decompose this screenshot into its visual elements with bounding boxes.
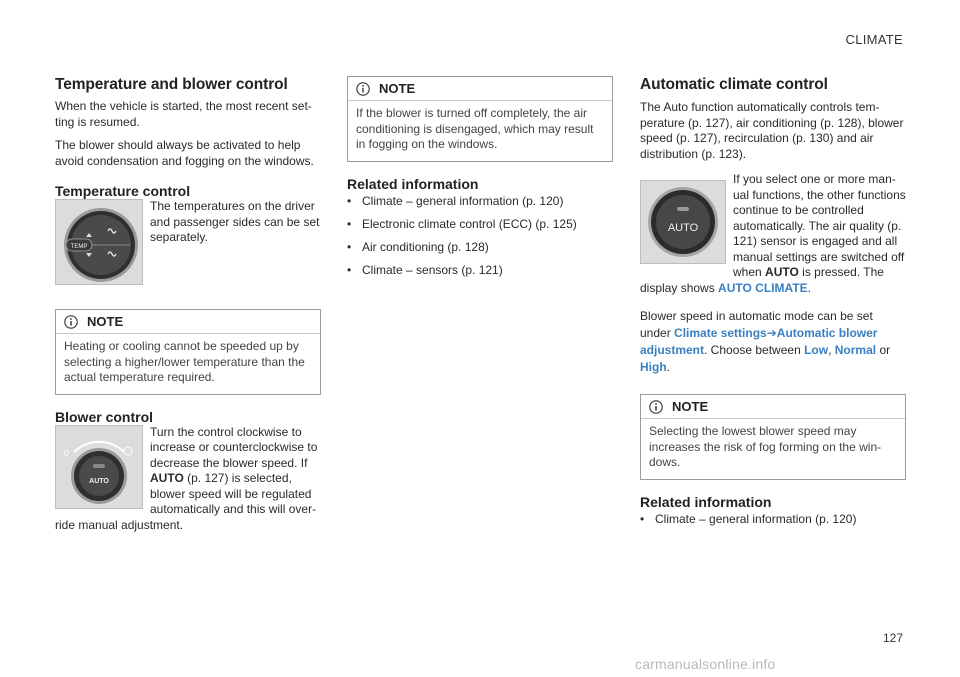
option-high: High xyxy=(640,360,667,374)
heading-temperature-control: Temperature control xyxy=(55,183,191,199)
watermark: carmanualsonline.info xyxy=(635,656,776,672)
note-header xyxy=(348,77,612,101)
column-temperature-blower xyxy=(55,76,321,541)
note-box-fog xyxy=(640,394,906,480)
temp-knob-label: TEMP xyxy=(70,244,88,250)
heading-related-information: Related information xyxy=(347,175,479,192)
related-link[interactable]: • Climate – sensors (p. 121) xyxy=(347,263,613,278)
arrow-right-icon: ➔ xyxy=(766,326,777,340)
heading-temperature-blower: Temperature and blower control xyxy=(55,76,288,93)
related-link[interactable]: • Climate – general information (p. 120) xyxy=(640,512,906,527)
para-auto-intro: The Auto function automatically controls temperature (p. 127), air conditioning (p. 128), blower speed (p. 127), recirculation (p. 130) and air distribution (p. 123). xyxy=(640,100,904,161)
note-box-temperature xyxy=(55,309,321,395)
heading-blower-control: Blower control xyxy=(55,408,154,425)
related-link[interactable]: • Electronic climate control (ECC) (p. 125) xyxy=(347,217,613,232)
info-icon xyxy=(356,82,370,96)
info-icon xyxy=(64,315,78,329)
note-title: NOTE xyxy=(379,81,416,96)
note-header xyxy=(641,395,905,419)
note-header xyxy=(56,310,320,334)
auto-button-label: AUTO xyxy=(667,222,699,234)
note-text: If the blower is turned off completely, the air conditioning is disengaged, which may result in fogging on the windows. xyxy=(356,106,594,151)
menu-climate-settings: Climate settings xyxy=(674,326,767,340)
heading-automatic-climate: Automatic climate control xyxy=(640,76,828,93)
section-header: CLIMATE xyxy=(845,32,903,47)
blower-knob-figure xyxy=(55,425,143,509)
note-text: Heating or cooling cannot be speeded up by selecting a higher/lower temperature than the actual temperature required. xyxy=(64,339,305,384)
auto-term: AUTO xyxy=(150,471,184,485)
para-blower-auto: Blower speed in automatic mode can be set under Climate settings➔Automatic blower adjustment. Choose between Low, Normal or High. xyxy=(640,309,891,374)
auto-button-icon xyxy=(641,181,725,263)
option-normal: Normal xyxy=(834,343,877,357)
related-list xyxy=(347,194,613,278)
related-link[interactable]: • Air conditioning (p. 128) xyxy=(347,240,613,255)
para-auto-manual: If you select one or more manual functions, the other functions continue to be controlled automatically. The air quality (p. 121) sensor is engaged and all manual settings are switched off when AUTO is pressed. The display shows AUTO CLIMATE. xyxy=(640,172,906,295)
temperature-knob-icon xyxy=(56,200,142,284)
blower-knob-icon xyxy=(56,426,142,508)
related-list xyxy=(640,512,906,527)
option-low: Low xyxy=(804,343,829,357)
para-blower-advice: The blower should always be activated to help avoid condensation and fogging on the windows. xyxy=(55,138,314,168)
svg-text:0: 0 xyxy=(64,447,70,458)
note-title: NOTE xyxy=(87,314,124,329)
para-startup: When the vehicle is started, the most recent setting is resumed. xyxy=(55,99,312,129)
heading-related-information: Related information xyxy=(640,493,772,510)
para-blower: Turn the control clockwise to increase or counterclockwise to decrease the blower speed. If AUTO (p. 127) is selected, blower speed will be regulated automatically and this will override manual adjustment. xyxy=(55,424,318,532)
blower-knob-label: AUTO xyxy=(89,477,109,485)
menu-automatic-blower: Automatic blower adjustment xyxy=(640,326,878,357)
page-number: 127 xyxy=(882,631,903,645)
display-text: AUTO CLIMATE xyxy=(718,280,808,295)
note-text: Selecting the lowest blower speed may increases the risk of fog forming on the windows. xyxy=(649,424,882,469)
para-temperature: The temperatures on the driver and passenger sides can be set separately. xyxy=(150,199,320,244)
column-notes-related xyxy=(347,76,613,286)
info-icon xyxy=(649,400,663,414)
note-title: NOTE xyxy=(672,399,709,414)
temperature-knob-figure xyxy=(55,199,143,285)
column-automatic-climate xyxy=(640,76,906,535)
related-link[interactable]: • Climate – general information (p. 120) xyxy=(347,194,613,209)
auto-button-figure xyxy=(640,180,726,264)
note-box-blower-off xyxy=(347,76,613,162)
